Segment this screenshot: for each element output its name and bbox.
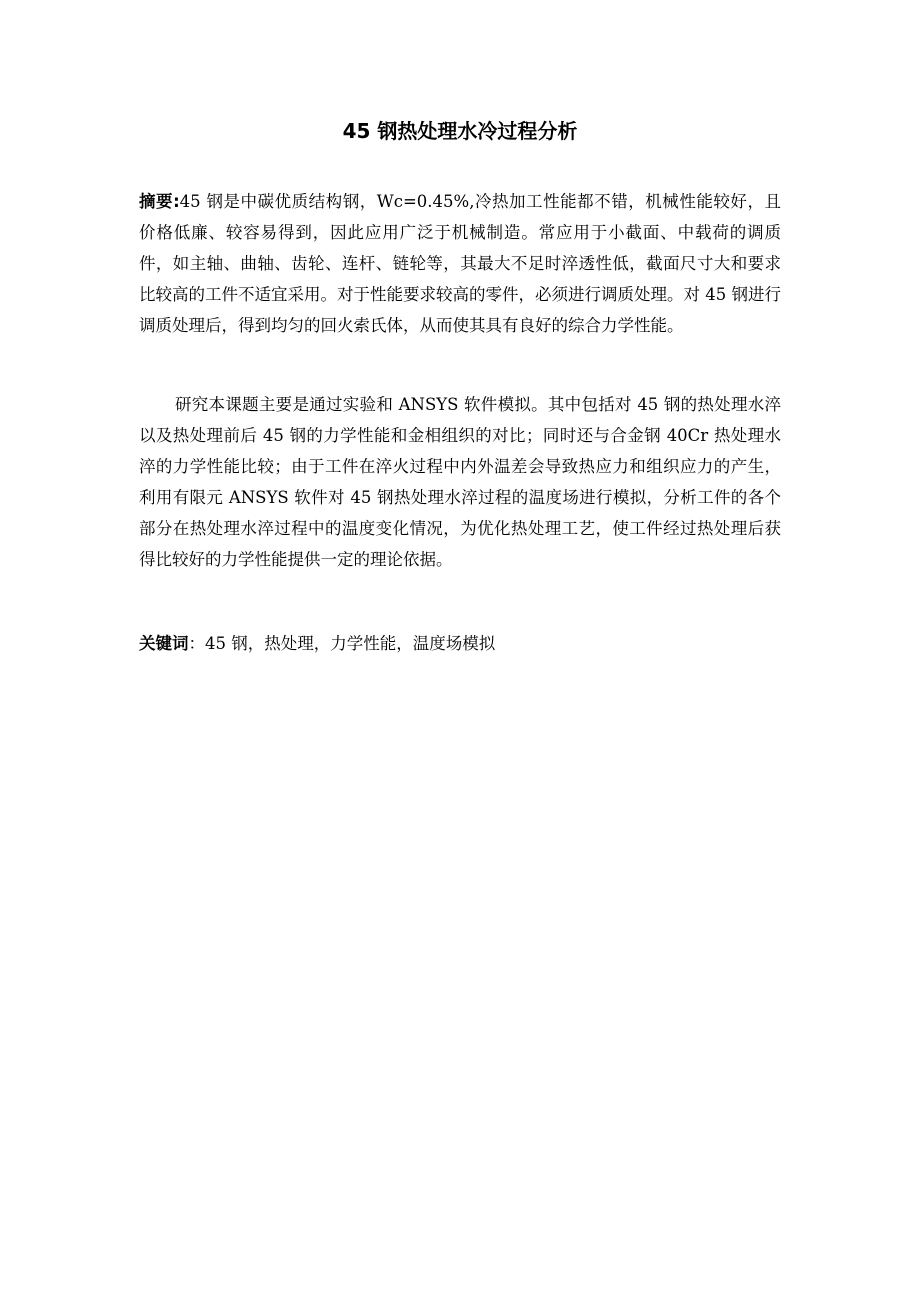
- abstract-label: 摘要: [139, 192, 174, 211]
- keywords-separator: ：: [188, 634, 205, 653]
- abstract-paragraph: [139, 186, 781, 341]
- keywords-paragraph: [139, 628, 781, 659]
- abstract-text: 45 钢是中碳优质结构钢，Wc=0.45%,冷热加工性能都不错，机械性能较好，且价格低廉、较容易得到，因此应用广泛于机械制造。常应用于小截面、中载荷的调质件，如主轴、曲轴、齿轮、连杆、链轮等，其最大不足时淬透性低，截面尺寸大和要求比较高的工件不适宜采用。对于性能要求较高的零件，必须进行调质处理。对 45 钢进行调质处理后，得到均匀的回火索氏体，从而使其具有良好的综合力学性能。: [139, 192, 781, 335]
- abstract-separator: :: [173, 192, 180, 211]
- document-title: 45 钢热处理水冷过程分析: [342, 119, 578, 143]
- keywords-text: 45 钢，热处理，力学性能，温度场模拟: [205, 634, 496, 653]
- research-paragraph: 研究本课题主要是通过实验和 ANSYS 软件模拟。其中包括对 45 钢的热处理水淬以及热处理前后 45 钢的力学性能和金相组织的对比；同时还与合金钢 40Cr 热处理水淬的力学性能比较；由于工件在淬火过程中内外温差会导致热应力和组织应力的产生，利用有限元 ANSYS 软件对 45 钢热处理水淬过程的温度场进行模拟，分析工件的各个部分在热处理水淬过程中的温度变化情况，为优化热处理工艺，使工件经过热处理后获得比较好的力学性能提供一定的理论依据。: [139, 395, 781, 569]
- keywords-label: 关键词: [139, 634, 189, 653]
